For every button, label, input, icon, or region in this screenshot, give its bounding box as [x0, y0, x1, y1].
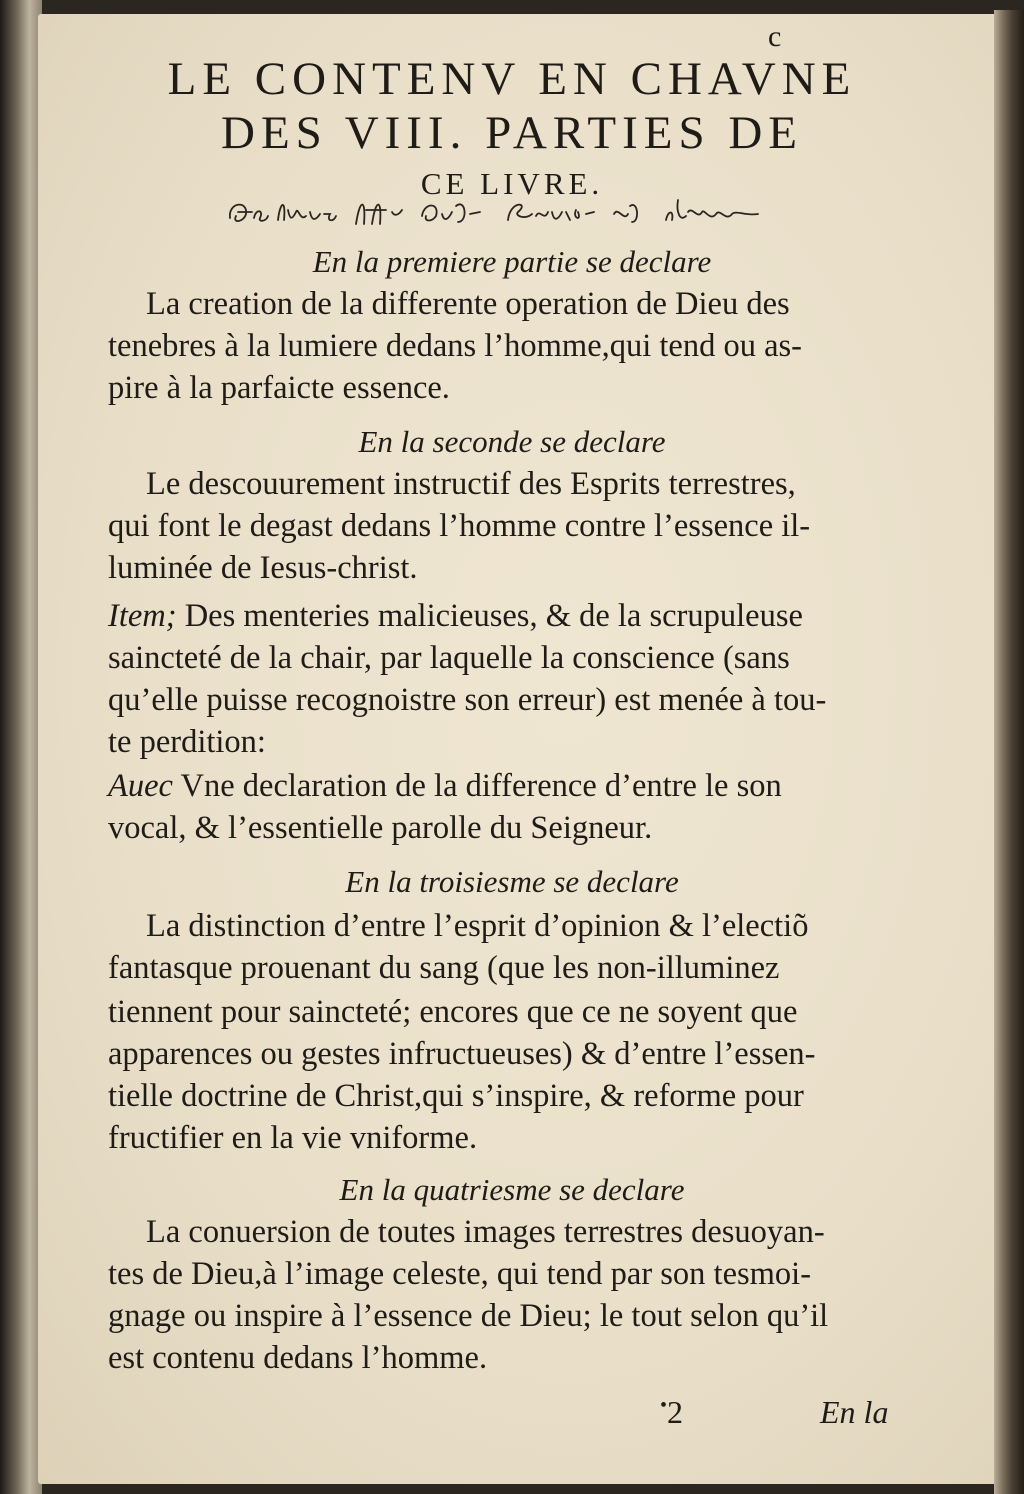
item-line	[108, 598, 914, 635]
text-line: fructifier en la vie vniforme.	[108, 1120, 478, 1156]
text-line: vocal, & l’essentielle parolle du Seigneur.	[108, 810, 653, 846]
text-line: te perdition:	[108, 724, 266, 760]
title-line-2: DES VIII. PARTIES DE	[221, 107, 803, 159]
signature-number: 2	[667, 1394, 684, 1430]
text-line: La creation de la differente operation de Dieu des	[146, 286, 790, 322]
text-line: qu’elle puisse recognoistre son erreur) est menée à tou-	[108, 682, 827, 718]
section-heading-1: En la premiere partie se declare	[312, 244, 712, 279]
text-line: luminée de Iesus-christ.	[108, 550, 418, 586]
section-heading-4: En la quatriesme se declare	[339, 1172, 685, 1207]
signature-mark: •2	[660, 1394, 684, 1430]
text-line: pire à la parfaicte essence.	[108, 370, 450, 406]
text-line: qui font le degast dedans l’homme contre l’essence il-	[108, 508, 811, 544]
text-line: gnage ou inspire à l’essence de Dieu; le tout selon qu’il	[108, 1298, 829, 1334]
handwritten-note	[226, 192, 762, 232]
section-heading-3: En la troisiesme se declare	[345, 864, 679, 899]
catchword: En la	[820, 1394, 889, 1430]
auec-text: Vne declaration de la difference d’entre le son	[180, 768, 782, 804]
auec-line	[108, 768, 914, 805]
text-line: tes de Dieu,à l’image celeste, qui tend par son tesmoi-	[108, 1256, 812, 1292]
text-line: La conuersion de toutes images terrestres desuoyan-	[146, 1214, 825, 1250]
text-line: tenebres à la lumiere dedans l’homme,qui tend ou as-	[108, 328, 803, 364]
auec-label: Auec	[108, 768, 173, 804]
text-line: tielle doctrine de Christ,qui s’inspire, & reforme pour	[108, 1078, 804, 1114]
text-line: fantasque prouenant du sang (que les non-illuminez	[108, 950, 780, 986]
text-line: est contenu dedans l’homme.	[108, 1340, 488, 1376]
text-line: La distinction d’entre l’esprit d’opinion & l’electiõ	[146, 908, 809, 944]
page-fore-edge	[994, 10, 1024, 1494]
title-correction: c	[768, 20, 782, 53]
text-line: apparences ou gestes infructueuses) & d’entre l’essen-	[108, 1036, 816, 1072]
item-label: Item;	[108, 598, 177, 634]
title-line-1: LE CONTENV EN CHAVNE	[167, 53, 857, 105]
item-text: Des menteries malicieuses, & de la scrupuleuse	[184, 598, 803, 634]
left-page-edge	[0, 0, 42, 1494]
title-line-3: CE LIVRE.	[420, 166, 604, 201]
section-heading-2: En la seconde se declare	[358, 424, 666, 459]
text-line: tiennent pour saincteté; encores que ce ne soyent que	[108, 994, 798, 1030]
text-line: saincteté de la chair, par laquelle la conscience (sans	[108, 640, 790, 676]
text-line: Le descouurement instructif des Esprits terrestres,	[146, 466, 796, 502]
